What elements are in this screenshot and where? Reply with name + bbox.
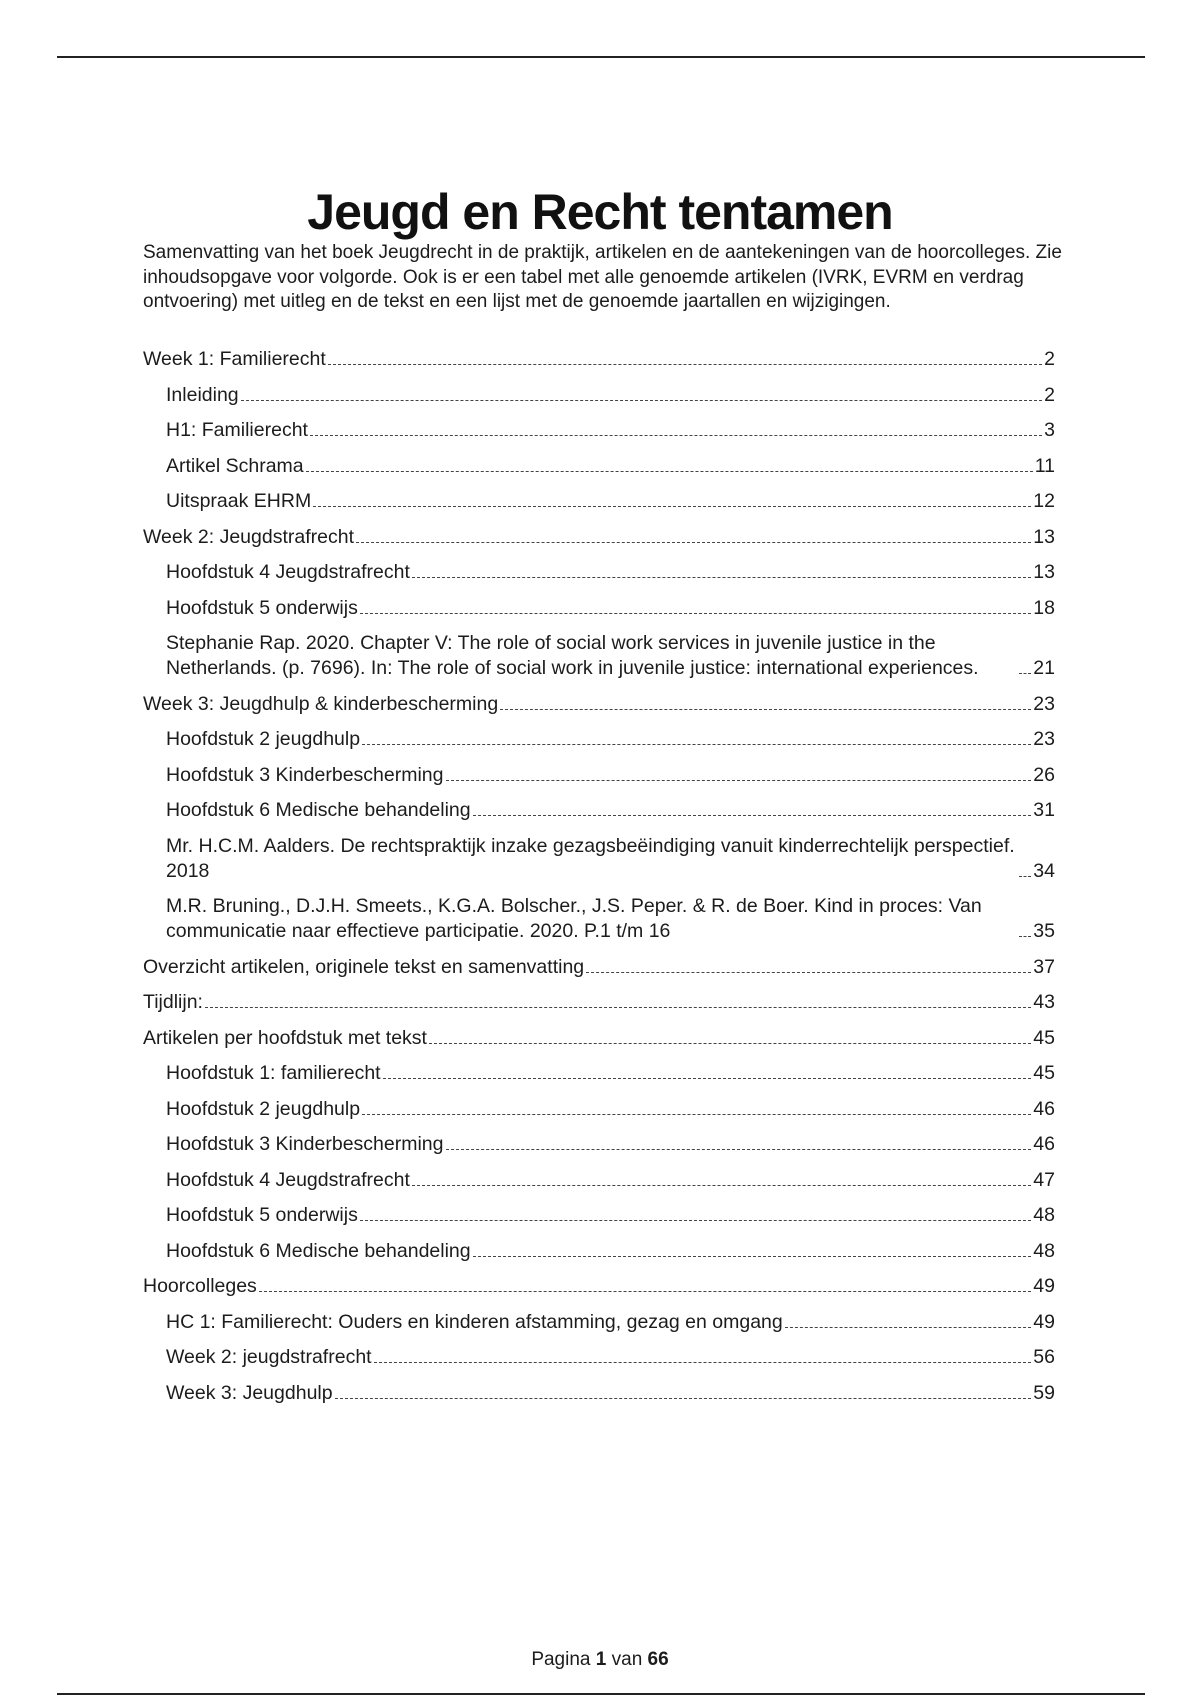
toc-entry-page-number[interactable]: 43 <box>1033 991 1055 1013</box>
toc-leader-dots <box>412 577 1031 578</box>
toc-entry[interactable] <box>143 418 1055 443</box>
footer-separator: van <box>611 1649 643 1670</box>
toc-leader-dots <box>310 435 1042 436</box>
toc-leader-dots <box>313 506 1031 507</box>
toc-entry[interactable] <box>143 1345 1055 1370</box>
toc-entry-page-number[interactable]: 21 <box>1033 657 1055 679</box>
toc-entry[interactable] <box>143 692 1055 717</box>
toc-entry-page-number[interactable]: 45 <box>1033 1062 1055 1084</box>
toc-entry-title[interactable]: Stephanie Rap. 2020. Chapter V: The role of social work services in juvenile justice in the Netherlands. (p. 7696). In: The role of social work in juvenile justice: international experiences. <box>166 632 979 679</box>
intro-paragraph: Samenvatting van het boek Jeugdrecht in de praktijk, artikelen en de aantekeningen van de hoorcolleges. Zie inhoudsopgave voor volgorde. Ook is er een tabel met alle genoemde artikelen (IVRK, EVRM en verdrag ontvoering) met uitleg en de tekst en een lijst met de genoemde jaartallen en wijzigingen. <box>143 242 1062 312</box>
toc-entry[interactable] <box>143 454 1055 479</box>
toc-leader-dots <box>412 1185 1031 1186</box>
toc-leader-dots <box>362 1114 1031 1115</box>
toc-entry-title[interactable]: Week 1: Familierecht <box>143 348 326 370</box>
page-footer <box>0 1648 1200 1672</box>
toc-entry-page-number[interactable]: 35 <box>1033 920 1055 942</box>
toc-entry-page-number[interactable]: 45 <box>1033 1026 1055 1049</box>
toc-entry-title[interactable]: H1: Familierecht <box>166 419 308 441</box>
document-title: Jeugd en Recht tentamen <box>307 183 893 240</box>
toc-entry-page-number[interactable]: 23 <box>1033 728 1055 750</box>
toc-leader-dots <box>205 1007 1031 1008</box>
toc-leader-dots <box>383 1078 1032 1079</box>
toc-entry[interactable] <box>143 1132 1055 1157</box>
toc-entry-title[interactable]: Tijdlijn: <box>143 991 203 1013</box>
toc-entry-page-number[interactable]: 13 <box>1033 561 1055 583</box>
toc-leader-dots <box>360 613 1031 614</box>
toc-entry-title[interactable]: Hoofdstuk 6 Medische behandeling <box>166 1239 471 1262</box>
toc-entry[interactable] <box>143 596 1055 621</box>
toc-entry[interactable] <box>143 631 1055 681</box>
toc-entry[interactable] <box>143 763 1055 788</box>
toc-entry[interactable] <box>143 990 1055 1015</box>
toc-entry-title[interactable]: Hoofdstuk 5 onderwijs <box>166 1204 358 1226</box>
toc-leader-dots <box>446 780 1032 781</box>
toc-entry-page-number[interactable]: 49 <box>1033 1275 1055 1297</box>
toc-leader-dots <box>1019 673 1031 674</box>
toc-entry-title[interactable]: Hoofdstuk 3 Kinderbescherming <box>166 1133 444 1155</box>
toc-entry[interactable] <box>143 1168 1055 1193</box>
toc-leader-dots <box>259 1291 1031 1292</box>
toc-entry[interactable] <box>143 727 1055 752</box>
toc-leader-dots <box>785 1327 1032 1328</box>
toc-entry-page-number[interactable]: 23 <box>1033 692 1055 715</box>
toc-leader-dots <box>335 1398 1032 1399</box>
toc-leader-dots <box>473 815 1032 816</box>
footer-rule <box>57 1693 1145 1695</box>
toc-entry[interactable] <box>143 1203 1055 1228</box>
toc-entry[interactable] <box>143 560 1055 585</box>
toc-entry-page-number[interactable]: 48 <box>1033 1239 1055 1262</box>
toc-entry[interactable] <box>143 834 1055 884</box>
toc-entry-title[interactable]: Week 3: Jeugdhulp & kinderbescherming <box>143 692 499 715</box>
toc-entry-title[interactable]: Hoofdstuk 3 Kinderbescherming <box>166 763 444 786</box>
toc-entry-title[interactable]: Hoofdstuk 1: familierecht <box>166 1062 381 1084</box>
toc-entry-page-number[interactable]: 2 <box>1044 348 1055 370</box>
toc-entry[interactable] <box>143 955 1055 980</box>
toc-entry[interactable] <box>143 1061 1055 1086</box>
toc-entry-title[interactable]: Hoofdstuk 4 Jeugdstrafrecht <box>166 1168 410 1191</box>
toc-entry-page-number[interactable]: 46 <box>1033 1097 1055 1120</box>
toc-entry[interactable] <box>143 1381 1055 1406</box>
toc-entry[interactable] <box>143 1026 1055 1051</box>
toc-leader-dots <box>500 709 1031 710</box>
toc-entry[interactable] <box>143 383 1055 408</box>
toc-entry-page-number[interactable]: 13 <box>1033 525 1055 548</box>
toc-entry-page-number[interactable]: 11 <box>1034 454 1055 477</box>
toc-entry-page-number[interactable]: 26 <box>1033 763 1055 786</box>
toc-entry[interactable] <box>143 489 1055 514</box>
toc-entry-page-number[interactable]: 2 <box>1044 383 1055 406</box>
toc-leader-dots <box>362 744 1031 745</box>
toc-entry-title[interactable]: Hoofdstuk 6 Medische behandeling <box>166 799 471 821</box>
toc-entry-title[interactable]: HC 1: Familierecht: Ouders en kinderen afstamming, gezag en omgang <box>166 1310 783 1333</box>
toc-entry-page-number[interactable]: 47 <box>1033 1168 1055 1191</box>
toc-entry[interactable] <box>143 347 1055 372</box>
toc-entry-title[interactable]: Mr. H.C.M. Aalders. De rechtspraktijk inzake gezagsbeëindiging vanuit kinderrechtelijk perspectief. 2018 <box>166 834 1015 882</box>
toc-entry[interactable] <box>143 1097 1055 1122</box>
toc-entry-page-number[interactable]: 3 <box>1044 419 1055 441</box>
footer-current-page: 1 <box>595 1649 607 1670</box>
toc-entry[interactable] <box>143 525 1055 550</box>
footer-page-label: Pagina <box>531 1649 591 1670</box>
footer-total-pages: 66 <box>647 1649 669 1670</box>
toc-entry[interactable] <box>143 1310 1055 1335</box>
toc-leader-dots <box>356 542 1031 543</box>
toc-leader-dots <box>473 1256 1032 1257</box>
toc-entry-title[interactable]: Uitspraak EHRM <box>166 490 312 512</box>
toc-entry-title[interactable]: Artikel Schrama <box>166 454 304 477</box>
toc-leader-dots <box>374 1362 1032 1363</box>
toc-entry-title[interactable]: Hoofdstuk 4 Jeugdstrafrecht <box>166 561 410 583</box>
toc-leader-dots <box>446 1149 1032 1150</box>
toc-entry-title[interactable]: Week 2: Jeugdstrafrecht <box>143 525 354 548</box>
toc-leader-dots <box>241 400 1043 401</box>
toc-leader-dots <box>360 1220 1031 1221</box>
toc-entry-title[interactable]: Inleiding <box>166 383 239 406</box>
toc-entry-page-number[interactable]: 46 <box>1033 1133 1055 1155</box>
toc-leader-dots <box>429 1043 1031 1044</box>
toc-entry-title[interactable]: M.R. Bruning., D.J.H. Smeets., K.G.A. Bolscher., J.S. Peper. & R. de Boer. Kind in proces: Van communicatie naar effectieve participatie. 2020. P.1 t/m 16 <box>166 895 982 942</box>
toc-leader-dots <box>306 471 1033 472</box>
toc-entry-page-number[interactable]: 31 <box>1033 799 1055 821</box>
toc-entry-page-number[interactable]: 34 <box>1033 859 1055 882</box>
toc-entry-title[interactable]: Hoofdstuk 2 jeugdhulp <box>166 728 361 750</box>
toc-leader-dots <box>1019 936 1031 937</box>
toc-entry-page-number[interactable]: 12 <box>1033 490 1055 512</box>
toc-entry-title[interactable]: Week 3: Jeugdhulp <box>166 1381 333 1404</box>
toc-entry-title[interactable]: Overzicht artikelen, originele tekst en samenvatting <box>143 955 585 978</box>
toc-entry-title[interactable]: Hoorcolleges <box>143 1275 257 1297</box>
toc-entry-page-number[interactable]: 56 <box>1033 1346 1055 1368</box>
toc-entry-page-number[interactable]: 49 <box>1033 1310 1055 1333</box>
toc-entry-page-number[interactable]: 18 <box>1033 596 1055 619</box>
toc-leader-dots <box>586 972 1031 973</box>
toc-entry-title[interactable]: Hoofdstuk 2 jeugdhulp <box>166 1097 361 1120</box>
toc-entry-title[interactable]: Hoofdstuk 5 onderwijs <box>166 596 358 619</box>
table-of-contents <box>143 347 1055 1416</box>
header-rule <box>57 56 1145 58</box>
toc-entry[interactable] <box>143 798 1055 823</box>
toc-leader-dots <box>1019 876 1031 877</box>
toc-leader-dots <box>328 364 1042 365</box>
toc-entry[interactable] <box>143 1239 1055 1264</box>
toc-entry[interactable] <box>143 1274 1055 1299</box>
toc-entry-page-number[interactable]: 59 <box>1033 1381 1055 1404</box>
toc-entry-title[interactable]: Week 2: jeugdstrafrecht <box>166 1346 372 1368</box>
toc-entry-page-number[interactable]: 37 <box>1033 955 1055 978</box>
toc-entry-title[interactable]: Artikelen per hoofdstuk met tekst <box>143 1026 427 1049</box>
toc-entry-page-number[interactable]: 48 <box>1033 1204 1055 1226</box>
toc-entry[interactable] <box>143 894 1055 944</box>
